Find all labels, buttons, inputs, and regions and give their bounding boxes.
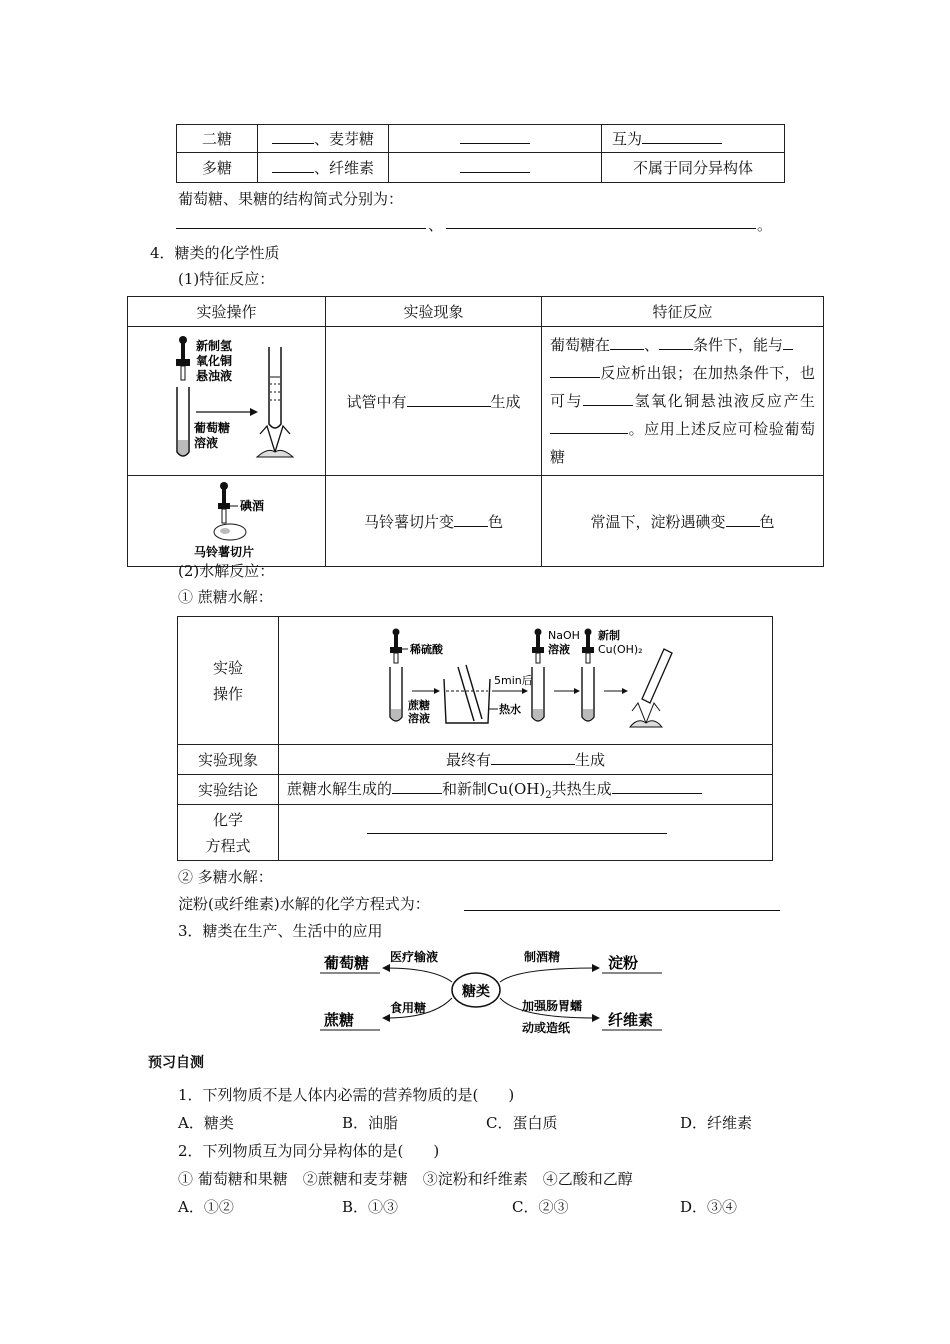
operation-image-cell bbox=[128, 476, 326, 567]
reaction-cell: 葡萄糖在 、 条件下，能与 反应析出银；在加热条件下，也可与 氢氧化铜悬浊液反应产生。应用上述反应可检验葡萄糖 bbox=[542, 327, 824, 476]
header-operation: 实验操作 bbox=[128, 297, 326, 327]
option-d: D．纤维素 bbox=[680, 1114, 753, 1132]
conclusion-label: 实验结论 bbox=[178, 775, 279, 805]
phenomenon-label: 实验现象 bbox=[178, 745, 279, 775]
subsection-title: (2)水解反应： bbox=[178, 562, 275, 580]
reagent-label: 热水 bbox=[498, 702, 521, 716]
reagent-label: 马铃薯切片 bbox=[193, 545, 254, 559]
equation-prompt: 淀粉(或纤维素)水解的化学方程式为： bbox=[178, 895, 430, 913]
reagent-label: 溶液 bbox=[547, 642, 570, 656]
reagent-label: 悬浊液 bbox=[195, 368, 232, 383]
subsection-title: (1)特征反应： bbox=[178, 270, 275, 288]
conclusion-cell: 蔗糖水解生成的 和新制$Cu(OH)_2$共热生成 bbox=[279, 775, 773, 805]
section-title: 4．糖类的化学性质 bbox=[150, 244, 280, 262]
application-diagram bbox=[318, 946, 668, 1036]
reagent-label: 新制氢 bbox=[195, 338, 232, 353]
period: 。 bbox=[757, 216, 773, 234]
relation-cell: 互为 bbox=[602, 125, 785, 153]
relation-cell: 不属于同分异构体 bbox=[602, 153, 785, 183]
option-c: C．蛋白质 bbox=[486, 1114, 558, 1132]
edge-label: 动或造纸 bbox=[522, 1021, 571, 1035]
edge-label: 医疗输液 bbox=[390, 950, 439, 964]
reaction-cell: 常温下，淀粉遇碘变 色 bbox=[542, 476, 824, 567]
reagent-label: Cu(OH)₂ bbox=[597, 642, 643, 656]
reagent-label: 新制 bbox=[597, 628, 620, 642]
edge-label: 食用糖 bbox=[390, 1001, 427, 1015]
subsection-title: ② 多糖水解： bbox=[178, 868, 273, 886]
preview-title: 预习自测 bbox=[148, 1055, 204, 1071]
question-2: 2．下列物质互为同分异构体的是( ) bbox=[178, 1142, 440, 1160]
blank-cell: 、麦芽糖 bbox=[258, 125, 389, 153]
answer-line bbox=[464, 910, 780, 911]
structure-line: 葡萄糖、果糖的结构简式分别为： bbox=[178, 190, 404, 208]
disaccharide-table bbox=[176, 124, 785, 183]
header-reaction: 特征反应 bbox=[542, 297, 824, 327]
edge-label: 制酒精 bbox=[524, 950, 561, 964]
operation-image-cell bbox=[128, 327, 326, 476]
reagent-label: 稀硫酸 bbox=[409, 642, 443, 656]
sucrose-table bbox=[177, 616, 773, 861]
subsection-title: ① 蔗糖水解： bbox=[178, 588, 273, 606]
node-sucrose: 蔗糖 bbox=[324, 1011, 355, 1029]
answer-line bbox=[367, 833, 667, 834]
reagent-label: 葡萄糖 bbox=[193, 420, 230, 435]
row-label: 多糖 bbox=[177, 153, 258, 183]
phenomenon-cell: 马铃薯切片变 色 bbox=[326, 476, 542, 567]
phenomenon-cell: 最终有 生成 bbox=[279, 745, 773, 775]
blank-cell: 、纤维素 bbox=[258, 153, 389, 183]
separator: 、 bbox=[428, 216, 444, 234]
iodine-potato-apparatus bbox=[132, 476, 322, 562]
reagent-label: 碘酒 bbox=[239, 499, 264, 513]
answer-line bbox=[446, 228, 756, 229]
blank-cell bbox=[389, 125, 602, 153]
question-1: 1．下列物质不是人体内必需的营养物质的是( ) bbox=[178, 1086, 515, 1104]
option-c: C．②③ bbox=[512, 1198, 569, 1216]
question-2-items: ① 葡萄糖和果糖 ②蔗糖和麦芽糖 ③淀粉和纤维素 ④乙酸和乙醇 bbox=[178, 1170, 633, 1188]
reagent-label: 5min后 bbox=[493, 673, 533, 687]
blank-cell bbox=[389, 153, 602, 183]
reagent-label: 氧化铜 bbox=[195, 353, 232, 368]
row-label: 二糖 bbox=[177, 125, 258, 153]
reagent-label: 溶液 bbox=[193, 435, 218, 450]
center-node: 糖类 bbox=[462, 984, 490, 1000]
op-image-cell bbox=[279, 617, 773, 745]
section-title: 3．糖类在生产、生活中的应用 bbox=[178, 922, 383, 940]
header-phenomenon: 实验现象 bbox=[326, 297, 542, 327]
edge-label: 加强肠胃蠕 bbox=[522, 999, 583, 1013]
op-label-cell: 实验 操作 bbox=[178, 617, 279, 745]
option-d: D．③④ bbox=[680, 1198, 738, 1216]
reagent-label: NaOH bbox=[547, 628, 580, 642]
equation-cell bbox=[279, 805, 773, 861]
reaction-table bbox=[127, 296, 824, 567]
silver-mirror-apparatus bbox=[132, 332, 322, 467]
option-a: A．①② bbox=[178, 1198, 234, 1216]
option-a: A．糖类 bbox=[178, 1114, 234, 1132]
node-starch: 淀粉 bbox=[608, 954, 639, 972]
option-b: B．①③ bbox=[342, 1198, 399, 1216]
node-glucose: 葡萄糖 bbox=[324, 954, 370, 972]
answer-line bbox=[176, 228, 426, 229]
reagent-label: 蔗糖 bbox=[407, 698, 430, 712]
sucrose-hydrolysis-apparatus bbox=[376, 619, 676, 739]
reagent-label: 溶液 bbox=[407, 711, 430, 725]
option-b: B．油脂 bbox=[342, 1114, 399, 1132]
equation-label: 化学 方程式 bbox=[178, 805, 279, 861]
phenomenon-cell: 试管中有 生成 bbox=[326, 327, 542, 476]
node-cellulose: 纤维素 bbox=[608, 1011, 654, 1029]
